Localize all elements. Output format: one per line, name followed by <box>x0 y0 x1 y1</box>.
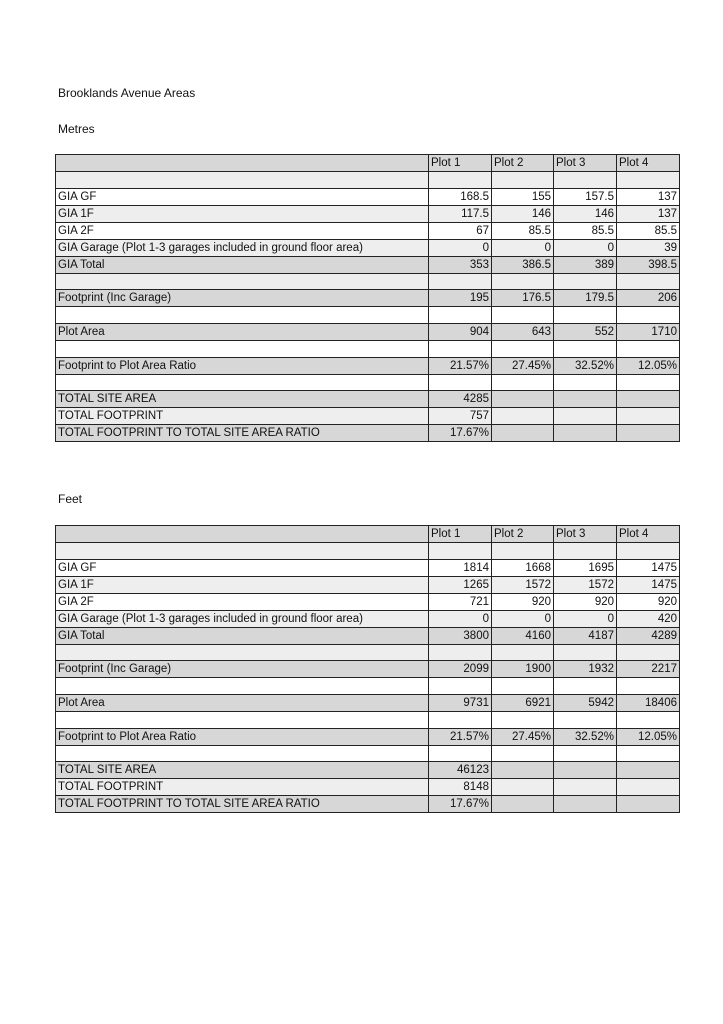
table-cell: 5942 <box>554 695 617 712</box>
table-cell: 17.67% <box>429 425 492 442</box>
table-cell: 757 <box>429 408 492 425</box>
table-row <box>56 559 680 576</box>
row-label: Plot Area <box>56 695 429 712</box>
table-cell <box>492 796 554 813</box>
table-cell: 18406 <box>617 695 680 712</box>
table-cell <box>617 796 680 813</box>
spacer-row <box>56 543 680 560</box>
table-cell: 920 <box>492 593 554 610</box>
spacer-row <box>56 712 680 729</box>
row-label: GIA GF <box>56 559 429 576</box>
table-cell: 2099 <box>429 661 492 678</box>
table-cell: 117.5 <box>429 205 492 222</box>
table-cell: 8148 <box>429 779 492 796</box>
table-cell: 420 <box>617 610 680 627</box>
table-cell <box>492 762 554 779</box>
table-cell <box>617 391 680 408</box>
feet-table <box>55 525 680 813</box>
table-cell: 1475 <box>617 576 680 593</box>
table-cell: 12.05% <box>617 357 680 374</box>
spacer-row <box>56 307 680 324</box>
spacer-row <box>56 374 680 391</box>
table-cell: 398.5 <box>617 256 680 273</box>
table-row <box>56 188 680 205</box>
header-blank-cell <box>56 526 429 543</box>
table-cell: 920 <box>617 593 680 610</box>
table-cell <box>492 408 554 425</box>
table-cell <box>554 762 617 779</box>
table-cell: 1900 <box>492 661 554 678</box>
table-cell: 206 <box>617 290 680 307</box>
metres-header-row <box>56 155 680 172</box>
document-title: Brooklands Avenue Areas <box>58 86 196 100</box>
table-cell: 2217 <box>617 661 680 678</box>
table-row <box>56 695 680 712</box>
table-cell: 353 <box>429 256 492 273</box>
table-cell: 1475 <box>617 559 680 576</box>
table-cell: 1695 <box>554 559 617 576</box>
table-cell: 32.52% <box>554 357 617 374</box>
row-label: TOTAL SITE AREA <box>56 391 429 408</box>
row-label: GIA 2F <box>56 593 429 610</box>
table-cell: 146 <box>492 205 554 222</box>
table-row <box>56 728 680 745</box>
table-row <box>56 796 680 813</box>
column-header: Plot 3 <box>554 155 617 172</box>
table-cell: 157.5 <box>554 188 617 205</box>
table-cell: 4285 <box>429 391 492 408</box>
table-row <box>56 256 680 273</box>
table-cell: 4160 <box>492 627 554 644</box>
column-header: Plot 4 <box>617 155 680 172</box>
row-label: TOTAL FOOTPRINT <box>56 408 429 425</box>
spacer-row <box>56 678 680 695</box>
table-cell <box>492 779 554 796</box>
table-cell: 552 <box>554 324 617 341</box>
table-cell: 1710 <box>617 324 680 341</box>
table-row <box>56 408 680 425</box>
table-cell: 1668 <box>492 559 554 576</box>
table-cell: 21.57% <box>429 357 492 374</box>
table-cell: 0 <box>429 239 492 256</box>
table-cell <box>554 796 617 813</box>
row-label: GIA 2F <box>56 222 429 239</box>
table-cell: 67 <box>429 222 492 239</box>
table-cell <box>554 408 617 425</box>
table-row <box>56 593 680 610</box>
table-cell: 17.67% <box>429 796 492 813</box>
table-cell: 85.5 <box>617 222 680 239</box>
table-cell: 1572 <box>492 576 554 593</box>
column-header: Plot 1 <box>429 526 492 543</box>
table-row <box>56 762 680 779</box>
table-cell <box>554 779 617 796</box>
row-label: GIA Total <box>56 256 429 273</box>
table-cell: 0 <box>554 239 617 256</box>
row-label: Footprint (Inc Garage) <box>56 290 429 307</box>
table-cell: 46123 <box>429 762 492 779</box>
row-label: Footprint (Inc Garage) <box>56 661 429 678</box>
feet-header-row <box>56 526 680 543</box>
table-cell: 6921 <box>492 695 554 712</box>
row-label: GIA Garage (Plot 1-3 garages included in ground floor area) <box>56 610 429 627</box>
table-cell: 179.5 <box>554 290 617 307</box>
table-cell: 168.5 <box>429 188 492 205</box>
row-label: GIA GF <box>56 188 429 205</box>
table-cell <box>554 391 617 408</box>
table-cell: 137 <box>617 205 680 222</box>
table-cell: 389 <box>554 256 617 273</box>
row-label: GIA 1F <box>56 205 429 222</box>
table-cell: 85.5 <box>492 222 554 239</box>
column-header: Plot 2 <box>492 526 554 543</box>
table-cell: 155 <box>492 188 554 205</box>
table-cell: 176.5 <box>492 290 554 307</box>
row-label: GIA 1F <box>56 576 429 593</box>
column-header: Plot 4 <box>617 526 680 543</box>
table-row <box>56 205 680 222</box>
row-label: TOTAL SITE AREA <box>56 762 429 779</box>
column-header: Plot 1 <box>429 155 492 172</box>
row-label: GIA Garage (Plot 1-3 garages included in ground floor area) <box>56 239 429 256</box>
table-cell <box>554 425 617 442</box>
spacer-row <box>56 172 680 189</box>
table-cell <box>617 762 680 779</box>
table-cell <box>617 425 680 442</box>
table-row <box>56 779 680 796</box>
table-cell: 1265 <box>429 576 492 593</box>
metres-heading: Metres <box>58 122 95 136</box>
table-cell: 9731 <box>429 695 492 712</box>
table-row <box>56 391 680 408</box>
row-label: Footprint to Plot Area Ratio <box>56 728 429 745</box>
table-cell: 643 <box>492 324 554 341</box>
spacer-row <box>56 644 680 661</box>
metres-table <box>55 154 680 442</box>
table-row <box>56 661 680 678</box>
table-cell: 85.5 <box>554 222 617 239</box>
table-cell: 32.52% <box>554 728 617 745</box>
table-cell: 146 <box>554 205 617 222</box>
table-cell: 4187 <box>554 627 617 644</box>
header-blank-cell <box>56 155 429 172</box>
table-cell: 1932 <box>554 661 617 678</box>
table-cell: 1572 <box>554 576 617 593</box>
table-cell <box>492 391 554 408</box>
table-cell: 0 <box>554 610 617 627</box>
table-cell: 721 <box>429 593 492 610</box>
row-label: TOTAL FOOTPRINT TO TOTAL SITE AREA RATIO <box>56 425 429 442</box>
table-row <box>56 425 680 442</box>
row-label: GIA Total <box>56 627 429 644</box>
table-row <box>56 610 680 627</box>
table-cell <box>492 425 554 442</box>
table-cell <box>617 779 680 796</box>
table-cell: 1814 <box>429 559 492 576</box>
table-row <box>56 290 680 307</box>
table-row <box>56 239 680 256</box>
table-cell: 3800 <box>429 627 492 644</box>
row-label: Plot Area <box>56 324 429 341</box>
table-cell: 920 <box>554 593 617 610</box>
table-cell: 0 <box>492 239 554 256</box>
table-cell: 195 <box>429 290 492 307</box>
table-cell: 386.5 <box>492 256 554 273</box>
row-label: Footprint to Plot Area Ratio <box>56 357 429 374</box>
table-row <box>56 324 680 341</box>
table-cell: 39 <box>617 239 680 256</box>
table-cell: 137 <box>617 188 680 205</box>
table-cell: 12.05% <box>617 728 680 745</box>
table-cell: 21.57% <box>429 728 492 745</box>
row-label: TOTAL FOOTPRINT <box>56 779 429 796</box>
table-cell <box>617 408 680 425</box>
row-label: TOTAL FOOTPRINT TO TOTAL SITE AREA RATIO <box>56 796 429 813</box>
feet-heading: Feet <box>58 492 83 506</box>
table-cell: 0 <box>492 610 554 627</box>
column-header: Plot 2 <box>492 155 554 172</box>
table-row <box>56 627 680 644</box>
table-cell: 904 <box>429 324 492 341</box>
column-header: Plot 3 <box>554 526 617 543</box>
spacer-row <box>56 745 680 762</box>
table-cell: 27.45% <box>492 357 554 374</box>
table-row <box>56 357 680 374</box>
spacer-row <box>56 273 680 290</box>
table-cell: 4289 <box>617 627 680 644</box>
spacer-row <box>56 341 680 358</box>
table-cell: 0 <box>429 610 492 627</box>
table-row <box>56 222 680 239</box>
table-row <box>56 576 680 593</box>
table-cell: 27.45% <box>492 728 554 745</box>
